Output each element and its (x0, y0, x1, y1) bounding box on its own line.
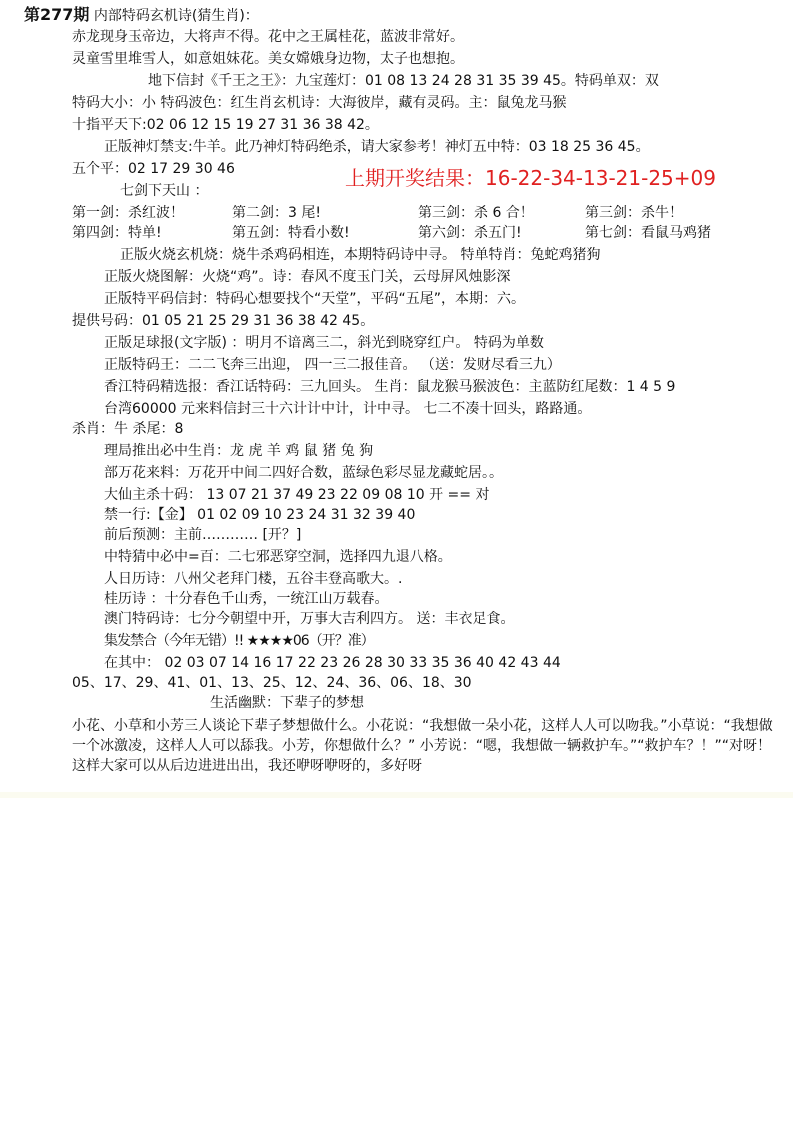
info-line: 香江特码精选报：香江话特码：三九回头。 生肖：鼠龙猴马猴波色：主蓝防红尾数：1 4 5 9 (104, 379, 676, 395)
issue-number: 第277期 (24, 5, 90, 24)
info-line: 五个平：02 17 29 30 46 (72, 161, 235, 177)
info-line: 十指平天下:02 06 12 15 19 27 31 36 38 42。 (72, 117, 379, 133)
sword-item: 第二剑：3 尾! (232, 205, 321, 221)
sword-item: 第三剑：杀牛！ (585, 205, 683, 221)
info-line: 05、17、29、41、01、13、25、12、24、36、06、18、30 (72, 675, 472, 691)
info-line: 大仙主杀十码： 13 07 21 37 49 23 22 09 08 10 开 == 对 (104, 487, 490, 503)
sword-item: 第四剑：特单! (72, 225, 162, 241)
info-line: 人日历诗：八州父老拜门楼，五谷丰登高歌大。. (104, 571, 403, 587)
info-line: 部万花来料：万花开中间二四好合数，蓝绿色彩尽显龙藏蛇居。。 (104, 465, 503, 481)
sword-item: 第七剑：看鼠马鸡猪 (585, 225, 711, 241)
info-line: 正版火烧玄机烧：烧牛杀鸡码相连，本期特码诗中寻。 特单特肖：兔蛇鸡猪狗 (120, 247, 601, 263)
info-line: 正版特码王：二二飞奔三出迎， 四一三二报佳音。 （送：发财尽看三九） (104, 357, 561, 373)
header (24, 6, 259, 25)
info-line: 中特猜中必中=百：二七邪恶穿空洞，选择四九退八格。 (104, 549, 452, 565)
info-line: 特码大小：小 特码波色：红生肖玄机诗：大海彼岸，藏有灵码。主：鼠兔龙马猴 (72, 95, 567, 111)
info-line: 杀肖：牛 杀尾：8 (72, 421, 184, 437)
info-line: 前后预测：主前………… [开？] (104, 527, 302, 543)
humor-title: 生活幽默：下辈子的梦想 (210, 695, 364, 711)
info-line: 澳门特码诗：七分今朝望中开，万事大吉利四方。 送：丰衣足食。 (104, 611, 515, 627)
info-line: 正版特平码信封：特码心想要找个“天堂”，平码“五尾”，本期：六。 (104, 291, 526, 307)
info-line: 禁一行:【金】 01 02 09 10 23 24 31 32 39 40 (104, 507, 416, 523)
info-line: 正版神灯禁支:牛羊。此乃神灯特码绝杀，请大家参考！神灯五中特：03 18 25 36 45。 (104, 139, 650, 155)
sword-title: 七剑下天山 ： (120, 183, 209, 199)
info-line: 地下信封《千王之王》：九宝莲灯：01 08 13 24 28 31 35 39 45。特码单双：双 (148, 73, 659, 89)
sword-item: 第三剑：杀 6 合！ (418, 205, 534, 221)
header-title: 内部特码玄机诗(猜生肖)： (93, 8, 259, 24)
last-result: 上期开奖结果：16-22-34-13-21-25+09 (345, 166, 716, 190)
poem-line: 赤龙现身玉帝边，大将声不得。花中之王属桂花，蓝波非常好。 (72, 29, 464, 45)
info-line: 集发禁合（今年无错）!! ★★★★06（开？准） (104, 633, 374, 649)
sword-item: 第一剑：杀红波！ (72, 205, 184, 221)
info-line: 正版火烧图解：火烧“鸡”。诗：春风不度玉门关，云母屏风烛影深 (104, 269, 511, 285)
info-line: 桂历诗 ：十分春色千山秀，一统江山万载春。 (104, 591, 389, 607)
humor-text: 小花、小草和小芳三人谈论下辈子梦想做什么。小花说：“我想做一朵小花，这样人人可以吻我。”小草说：“我想做一个冰激凌，这样人人可以舔我。小芳，你想做什么？” 小芳说：“嗯，我想做一辆救护车。”“救护车？！”“对呀！这样大家可以从后边进进出出，我还咿呀咿呀的，多好呀 (72, 718, 773, 774)
info-line: 台湾60000 元来料信封三十六计计中计，计中寻。 七二不凑十回头，路路通。 (104, 401, 592, 417)
sword-item: 第六剑：杀五门! (418, 225, 522, 241)
info-line: 正版足球报(文字版) ：明月不谙离三二，斜光到晓穿红户。 特码为单数 (104, 335, 544, 351)
info-line: 提供号码：01 05 21 25 29 31 36 38 42 45。 (72, 313, 375, 329)
sword-item: 第五剑：特看小数! (232, 225, 350, 241)
footer-band (0, 792, 793, 798)
info-line: 理局推出必中生肖：龙 虎 羊 鸡 鼠 猪 兔 狗 (104, 443, 374, 459)
info-line: 在其中： 02 03 07 14 16 17 22 23 26 28 30 33 35 36 40 42 43 44 (104, 655, 561, 671)
poem-line: 灵童雪里堆雪人，如意姐妹花。美女嫦娥身边物，太子也想抱。 (72, 51, 464, 67)
